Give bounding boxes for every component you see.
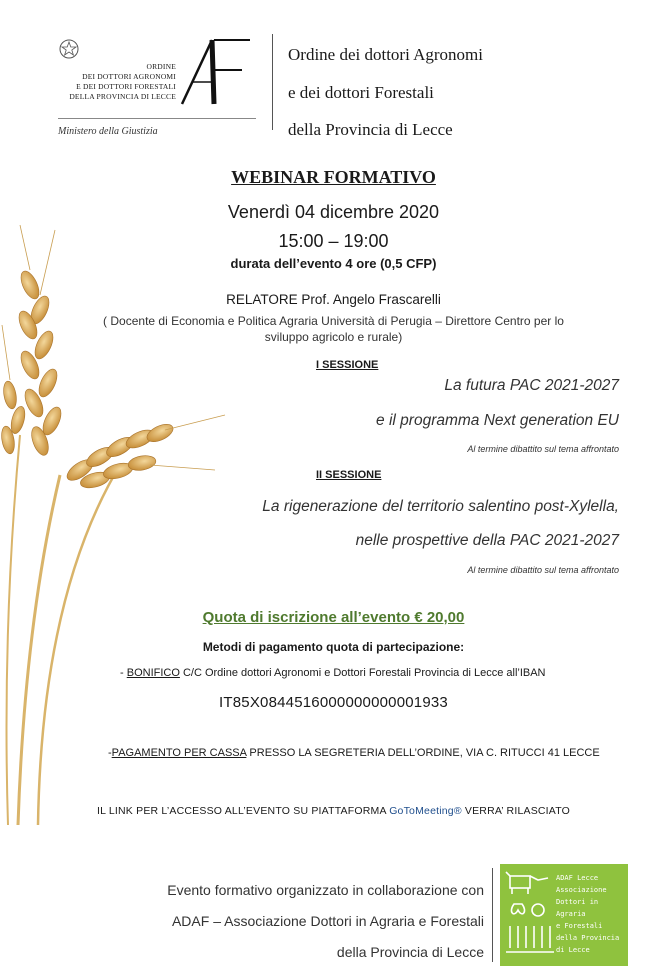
organization-name: Ordine dei dottori Agronomi e dei dottori Forestali della Provincia di Lecce [288,45,484,139]
af-logo [178,36,256,106]
session-1-topic-line-2: e il programma Next generation EU [376,412,619,429]
session-1-note: Al termine dibattito sul tema affrontato [467,444,619,454]
registration-fee: Quota di iscrizione all’evento € 20,00 [202,609,465,626]
header-vertical-divider [272,34,273,130]
session-2-note: Al termine dibattito sul tema affrontato [467,565,619,575]
speaker-name: RELATORE Prof. Angelo Frascarelli [226,292,441,307]
payment-methods-title: Metodi di pagamento quota di partecipazione: [202,640,465,654]
session-1-topic-line-1: La futura PAC 2021-2027 [444,377,619,394]
iban-code: IT85X0844516000000000001933 [219,694,448,711]
session-2-topic-line-1: La rigenerazione del territorio salentino post-Xylella, [262,498,619,515]
ordine-small-caption: ORDINE DEI DOTTORI AGRONOMI E DEI DOTTORI FORESTALI DELLA PROVINCIA DI LECCE [69,62,176,101]
event-date: Venerdì 04 dicembre 2020 [227,202,440,222]
adaf-logo-caption: ADAF Lecce Associazione Dottori in Agraria e Forestali della Provincia di Lecce [556,874,620,954]
session-2-heading: II SESSIONE [316,469,382,481]
event-time: 15:00 – 19:00 [278,231,389,251]
cash-payment-line: -PAGAMENTO PER CASSA PRESSO LA SEGRETERIA DELL’ORDINE, VIA C. RITUCCI 41 LECCE [108,747,600,759]
speaker-description: ( Docente di Economia e Politica Agraria Università di Perugia – Direttore Centro per lo sviluppo agricolo e rurale) [103,314,564,344]
access-link-notice: IL LINK PER L’ACCESSO ALL’EVENTO SU PIATTAFORMA GoToMeeting® VERRA’ RILASCIATO [96,805,571,817]
bank-transfer-line: - BONIFICO C/C Ordine dottori Agronomi e Dottori Forestali Provincia di Lecce all’IBAN [120,667,546,679]
italian-republic-emblem-icon [58,38,80,60]
gotomeeting-brand: GoToMeeting® [389,805,462,817]
header-divider [58,118,256,119]
adaf-logo [500,864,628,966]
footer-vertical-divider [492,868,493,962]
event-title: WEBINAR FORMATIVO [231,167,436,187]
session-1-heading: I SESSIONE [316,359,379,371]
event-duration: durata dell’evento 4 ore (0,5 CFP) [230,256,437,271]
ministero-label: Ministero della Giustizia [58,126,158,137]
adaf-logo-icons [504,870,556,960]
footer-collaboration-text: Evento formativo organizzato in collaborazione con ADAF – Associazione Dottori in Agraria e Forestali della Provincia di Lecce [167,882,484,960]
session-2-topic-line-2: nelle prospettive della PAC 2021-2027 [355,532,619,549]
